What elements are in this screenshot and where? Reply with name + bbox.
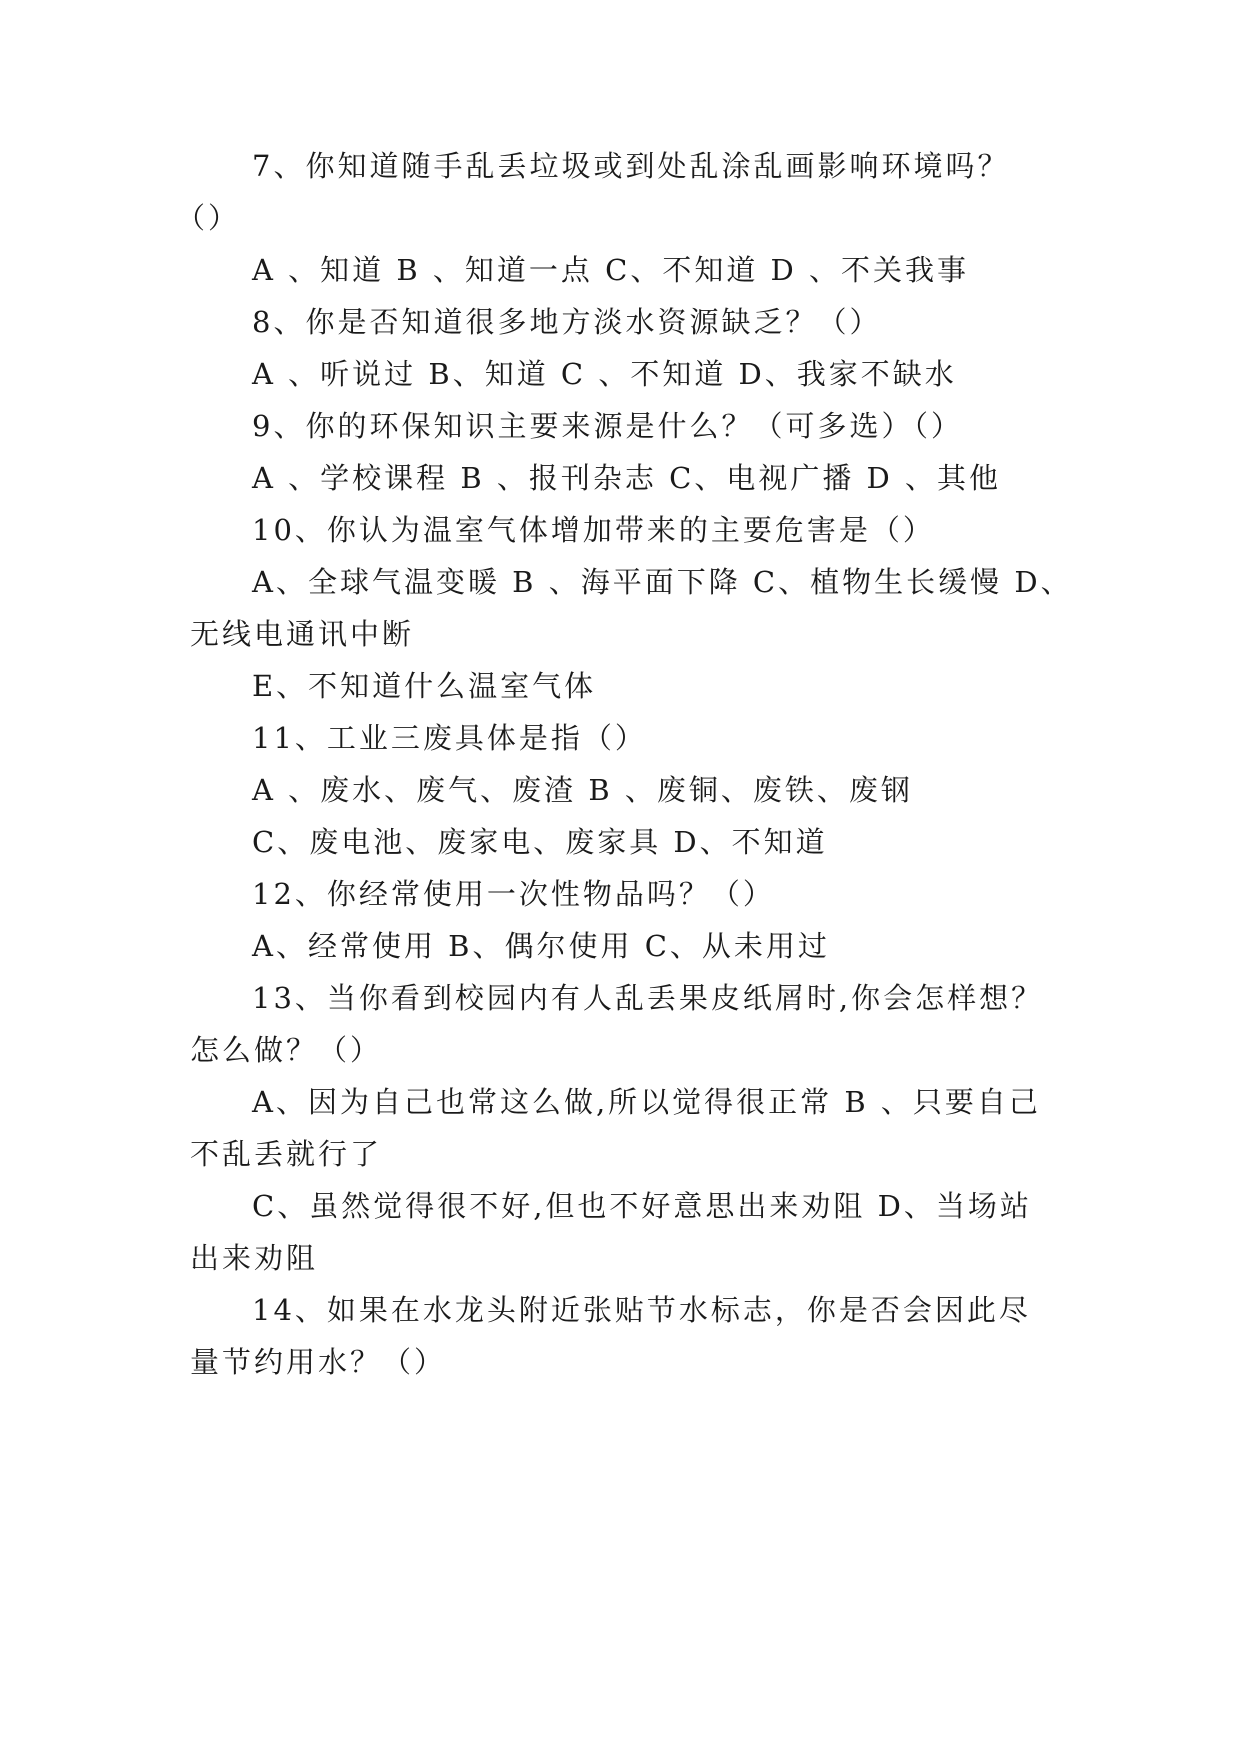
question-12-options: A、经常使用 B、偶尔使用 C、从未用过 xyxy=(252,929,830,963)
question-14: 14、如果在水龙头附近张贴节水标志，你是否会因此尽 xyxy=(252,1293,1031,1327)
question-13-cont: 怎么做？（） xyxy=(190,1033,383,1067)
question-13-options-ab-cont: 不乱丢就行了 xyxy=(190,1137,383,1171)
question-13-options-cd-cont: 出来劝阻 xyxy=(190,1241,319,1275)
question-7: 7、你知道随手乱丢垃圾或到处乱涂乱画影响环境吗？ xyxy=(252,149,1010,183)
question-11-options-ab: A 、废水、废气、废渣 B 、废铜、废铁、废钢 xyxy=(252,773,913,807)
question-14-cont: 量节约用水？（） xyxy=(190,1345,447,1379)
question-10: 10、你认为温室气体增加带来的主要危害是（） xyxy=(252,513,935,547)
question-7-options: A 、知道 B 、知道一点 C、不知道 D 、不关我事 xyxy=(252,253,970,287)
question-8: 8、你是否知道很多地方淡水资源缺乏？（） xyxy=(252,305,882,339)
question-8-options: A 、听说过 B、知道 C 、不知道 D、我家不缺水 xyxy=(252,357,957,391)
question-11: 11、工业三废具体是指（） xyxy=(252,721,647,755)
question-9-options: A 、学校课程 B 、报刊杂志 C、电视广播 D 、其他 xyxy=(252,461,1002,495)
question-10-options: A、全球气温变暖 B 、海平面下降 C、植物生长缓慢 D、 xyxy=(252,565,1073,599)
question-11-options-cd: C、废电池、废家电、废家具 D、不知道 xyxy=(252,825,828,859)
question-7-blank: （） xyxy=(176,201,241,235)
question-12: 12、你经常使用一次性物品吗？（） xyxy=(252,877,775,911)
question-13: 13、当你看到校园内有人乱丢果皮纸屑时,你会怎样想？ xyxy=(252,981,1044,1015)
question-10-option-e: E、不知道什么温室气体 xyxy=(252,669,597,703)
question-13-options-ab: A、因为自己也常这么做,所以觉得很正常 B 、只要自己 xyxy=(252,1085,1041,1119)
question-10-options-cont: 无线电通讯中断 xyxy=(190,617,415,651)
question-13-options-cd: C、虽然觉得很不好,但也不好意思出来劝阻 D、当场站 xyxy=(252,1189,1032,1223)
question-9: 9、你的环保知识主要来源是什么？（可多选）（） xyxy=(252,409,963,443)
